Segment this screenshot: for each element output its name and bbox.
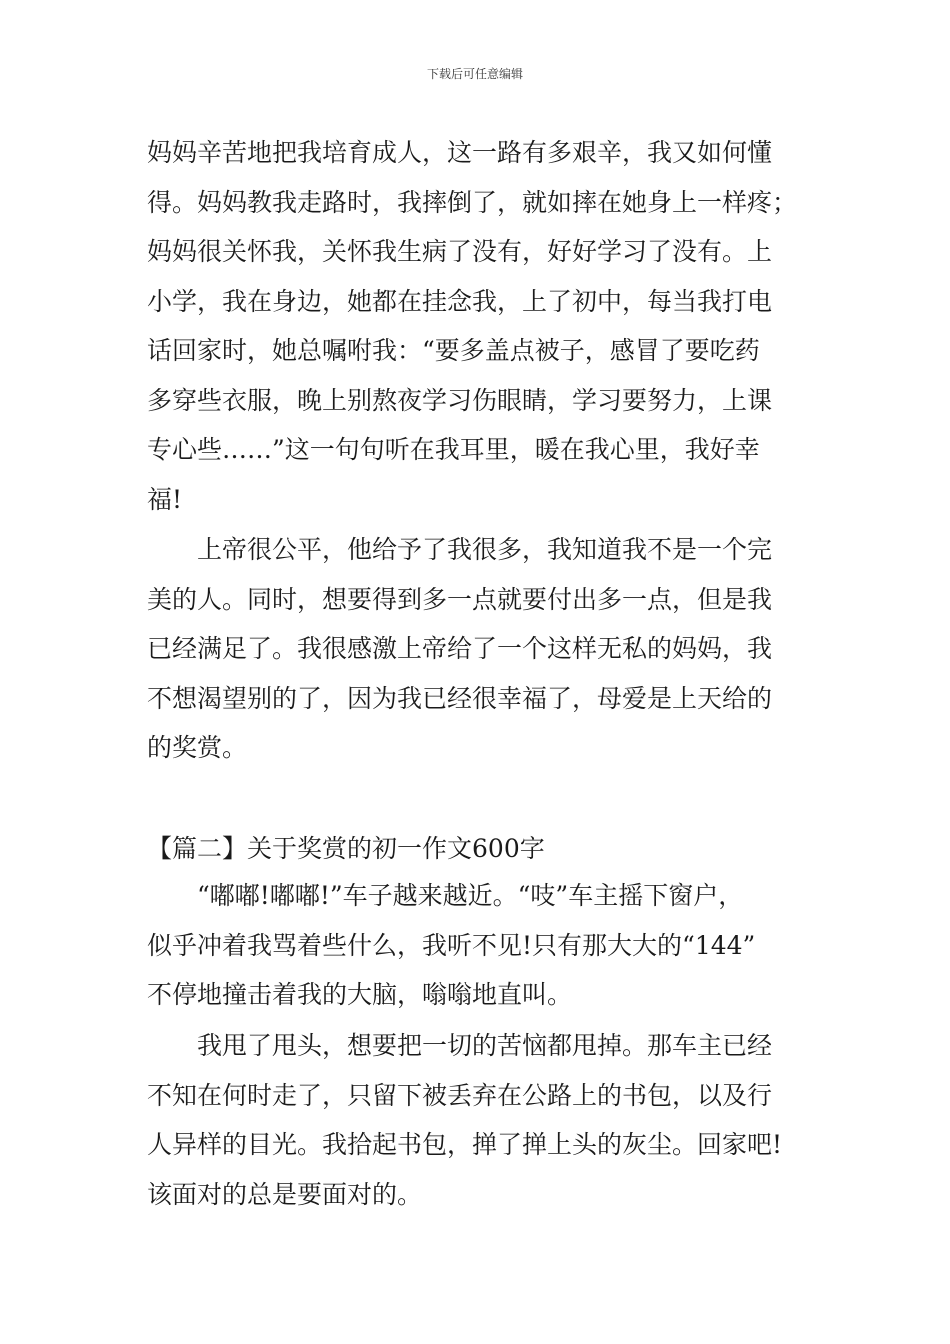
text-line: 多穿些衣服，晚上别熬夜学习伤眼睛，学习要努力，上课 — [147, 385, 773, 415]
section-heading — [147, 824, 827, 874]
text-line: 已经满足了。我很感激上帝给了一个这样无私的妈妈，我 — [147, 634, 773, 663]
text-line: 妈妈很关怀我，关怀我生病了没有，好好学习了没有。上 — [147, 237, 773, 266]
paragraph — [147, 1021, 827, 1219]
text-line: 话回家时，她总嘱咐我：“要多盖点被子，感冒了要吃药 — [147, 336, 760, 365]
section-heading-text: 【篇二】关于奖赏的初一作文600字 — [147, 834, 545, 863]
paragraph — [147, 525, 827, 773]
text-line: 不知在何时走了，只留下被丢弃在公路上的书包，以及行 — [147, 1080, 773, 1110]
text-line: 妈妈辛苦地把我培育成人，这一路有多艰辛，我又如何懂 — [147, 138, 773, 167]
text-line: 该面对的总是要面对的。 — [147, 1179, 423, 1209]
text-line: 不想渴望别的了，因为我已经很幸福了，母爱是上天给的 — [147, 683, 773, 713]
text-line: 专心些……”这一句句听在我耳里，暖在我心里，我好幸 — [147, 435, 760, 464]
text-line: 美的人。同时，想要得到多一点就要付出多一点，但是我 — [147, 584, 773, 614]
text-line: 得。妈妈教我走路时，我摔倒了，就如摔在她身上一样疼； — [147, 187, 798, 217]
text-line: 人异样的目光。我拾起书包，掸了掸上头的灰尘。回家吧! — [147, 1130, 783, 1159]
text-line: 上帝很公平，他给予了我很多，我知道我不是一个完 — [197, 535, 773, 564]
text-line: “嘟嘟!嘟嘟!”车子越来越近。“吱”车主摇下窗户， — [197, 881, 744, 910]
paragraph-continued — [147, 128, 827, 524]
text-line: 我甩了甩头，想要把一切的苦恼都甩掉。那车主已经 — [197, 1031, 773, 1060]
text-line: 的奖赏。 — [147, 733, 248, 762]
text-line: 福! — [147, 484, 183, 514]
text-line: 不停地撞击着我的大脑，嗡嗡地直叫。 — [147, 980, 573, 1009]
paragraph — [147, 871, 827, 1020]
text-line: 似乎冲着我骂着些什么，我听不见!只有那大大的“144” — [147, 930, 756, 960]
page-header-note: 下载后可任意编辑 — [426, 67, 523, 81]
text-line: 小学，我在身边，她都在挂念我，上了初中，每当我打电 — [147, 286, 773, 316]
